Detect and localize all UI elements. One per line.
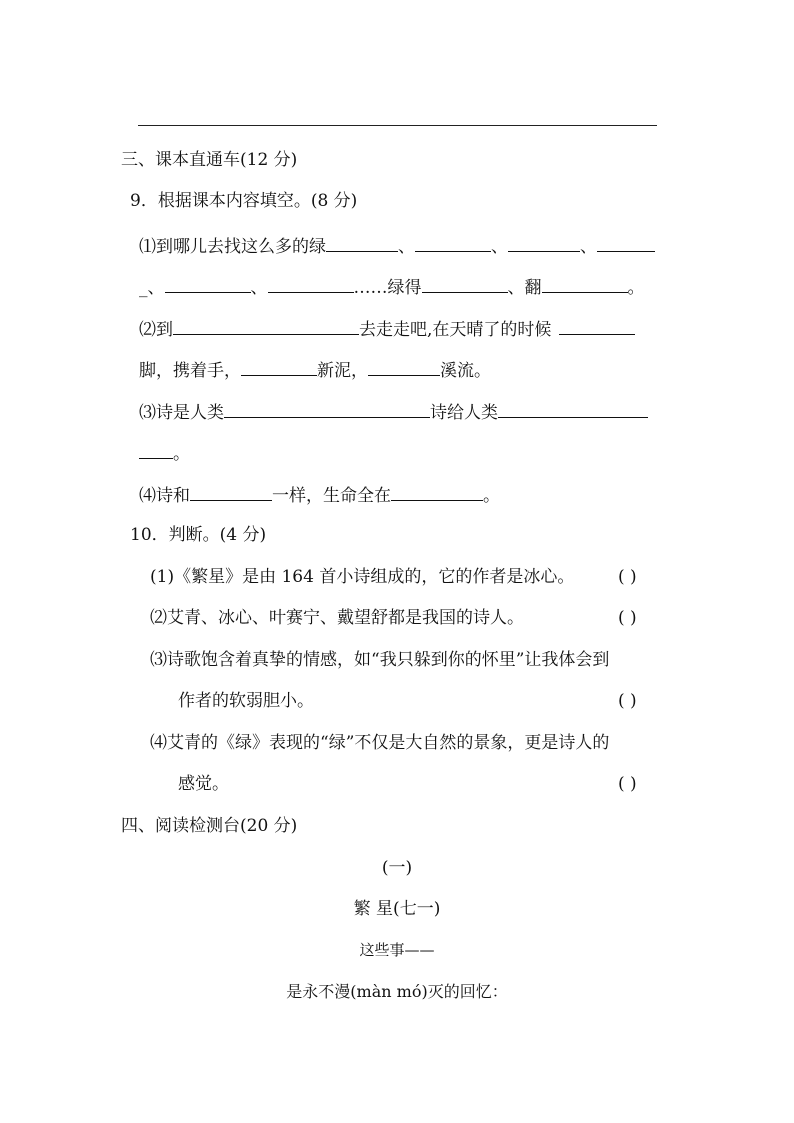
section-4-heading: 四、阅读检测台(20 分) [121, 816, 298, 836]
q10-judgment-3-line2: 作者的软弱胆小。 [178, 691, 314, 711]
poem-title: 繁 星(七一) [353, 899, 441, 919]
q9-item3-text: 诗给人类 [430, 403, 498, 423]
q10-judgment-2: ⑵艾青、冰心、叶赛宁、戴望舒都是我国的诗人。 [150, 608, 524, 628]
q9-item2-text: 脚，携着手， [139, 361, 241, 381]
q9-item1-text: ……绿得 [353, 278, 422, 298]
blank-field[interactable] [326, 234, 398, 252]
blank-field[interactable] [422, 275, 508, 293]
q9-item4-text: 一样，生命全在 [272, 486, 391, 506]
q9-item1-text: 、翻 [507, 278, 542, 298]
blank-field[interactable] [190, 483, 272, 501]
blank-field[interactable] [165, 275, 251, 293]
q9-title: 9．根据课本内容填空。(8 分) [130, 191, 358, 211]
q9-item2-text: ⑵到 [139, 320, 173, 340]
q9-item3-line1 [139, 400, 648, 423]
q10-judgment-1: (1)《繁星》是由 164 首小诗组成的，它的作者是冰心。 [150, 567, 575, 587]
blank-field[interactable] [559, 317, 635, 335]
q9-item2-line2 [139, 358, 491, 381]
blank-field[interactable] [498, 400, 648, 418]
blank-field[interactable] [241, 358, 317, 376]
period: 。 [627, 278, 645, 298]
q9-item4-text: ⑷诗和 [139, 486, 190, 506]
blank-field[interactable] [224, 400, 430, 418]
q9-item1-line2 [139, 275, 645, 298]
blank-field[interactable] [542, 275, 628, 293]
blank-field[interactable] [139, 441, 173, 459]
q9-item1-text: ⑴到哪儿去找这么多的绿 [139, 237, 326, 257]
q10-judgment-4-line2: 感觉。 [178, 774, 229, 794]
blank-field[interactable] [415, 234, 491, 252]
separator: _、 [139, 278, 165, 298]
separator: 、 [580, 237, 597, 257]
blank-field[interactable] [508, 234, 580, 252]
answer-paren-2[interactable]: ( ) [618, 608, 637, 628]
answer-paren-1[interactable]: ( ) [618, 567, 637, 587]
blank-field[interactable] [173, 317, 359, 335]
q9-item2-text: 去走走吧,在天晴了的时候 [359, 320, 552, 340]
section-3-heading: 三、课本直通车(12 分) [121, 150, 298, 170]
separator: 、 [398, 237, 415, 257]
q10-judgment-3-line1: ⑶诗歌饱含着真挚的情感，如“我只躲到你的怀里”让我体会到 [150, 650, 610, 670]
blank-field[interactable] [597, 234, 655, 252]
separator: 、 [250, 278, 268, 298]
period: 。 [173, 444, 190, 464]
top-rule [138, 125, 657, 126]
q9-item2-text: 新泥， [317, 361, 368, 381]
q10-title: 10．判断。(4 分) [130, 525, 267, 545]
q9-item3-line2 [139, 441, 190, 464]
blank-field[interactable] [391, 483, 483, 501]
q10-judgment-4-line1: ⑷艾青的《绿》表现的“绿”不仅是大自然的景象，更是诗人的 [150, 733, 610, 753]
poem-line-1: 这些事—— [359, 941, 435, 959]
q9-item4 [139, 483, 500, 506]
separator: 、 [491, 237, 508, 257]
q9-item2-line1 [139, 317, 635, 340]
q9-item1-line1 [139, 234, 655, 257]
answer-paren-3[interactable]: ( ) [618, 691, 637, 711]
poem-line-2: 是永不漫(màn mó)灭的回忆： [286, 982, 508, 1001]
part-number: (一) [381, 858, 413, 878]
blank-field[interactable] [368, 358, 440, 376]
q9-item2-text: 溪流。 [440, 361, 491, 381]
period: 。 [483, 486, 500, 506]
blank-field[interactable] [268, 275, 354, 293]
answer-paren-4[interactable]: ( ) [618, 774, 637, 794]
q9-item3-text: ⑶诗是人类 [139, 403, 224, 423]
